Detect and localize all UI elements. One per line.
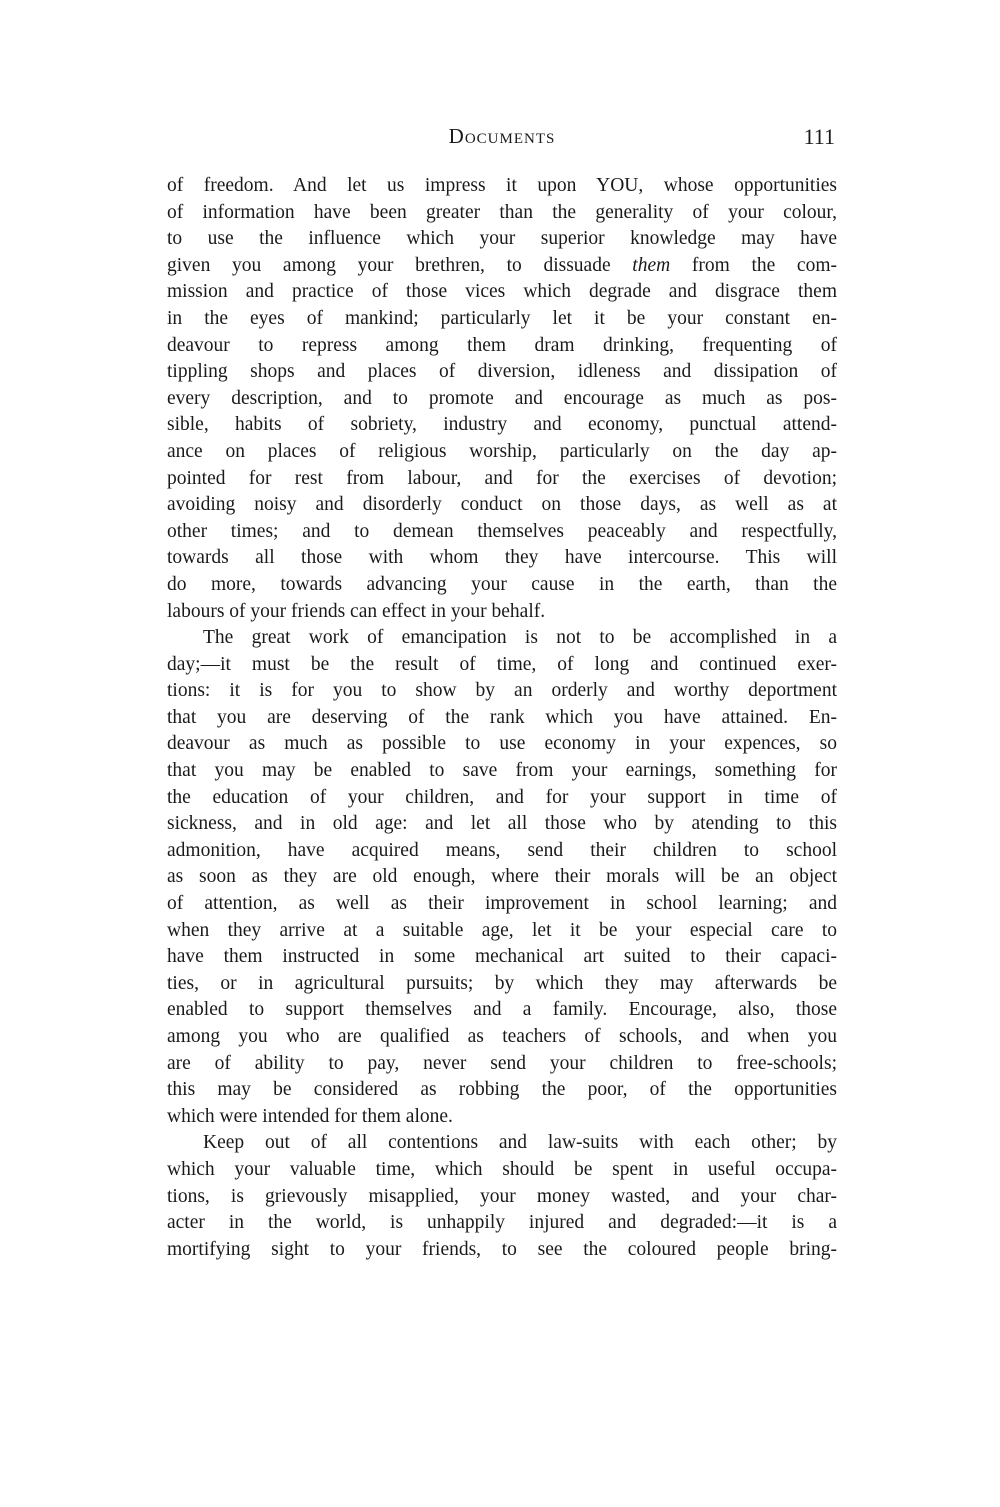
text-line [167,253,837,280]
text-line: tions, is grievously misapplied, your money wasted, and your char- [167,1185,837,1207]
text-line: to use the influence which your superior knowledge may have [167,228,837,250]
text-line: as soon as they are old enough, where their morals will be an object [167,866,837,888]
text-line: this may be considered as robbing the poor, of the opportunities [167,1079,837,1101]
text-line: labours of your friends can effect in your behalf. [167,600,546,622]
body-text [167,173,837,1263]
text-line: of information have been greater than the generality of your colour, [167,201,837,223]
text-fragment: given you among your brethren, to dissuade [167,254,633,276]
text-line: that you may be enabled to save from your earnings, something for [167,760,837,782]
text-fragment: from the com- [670,254,838,276]
text-line: tions: it is for you to show by an orderly and worthy deportment [167,680,837,702]
text-line: sible, habits of sobriety, industry and economy, punctual attend- [167,414,837,436]
text-line: which your valuable time, which should be spent in useful occupa- [167,1158,837,1180]
text-line: of freedom. And let us impress it upon YOU, whose opportunities [167,175,837,196]
text-line: when they arrive at a suitable age, let it be your especial care to [167,919,837,941]
text-line: are of ability to pay, never send your children to free-schools; [167,1052,837,1074]
text-line: which were intended for them alone. [167,1105,453,1127]
text-line: among you who are qualified as teachers of schools, and when you [167,1026,837,1047]
text-line: acter in the world, is unhappily injured and degraded:—it is a [167,1212,837,1234]
text-line: that you are deserving of the rank which you have attained. En- [167,706,837,728]
text-line: mortifying sight to your friends, to see the coloured people bring- [167,1238,837,1260]
text-line: the education of your children, and for your support in time of [167,786,837,808]
page-number: 111 [803,124,835,149]
text-line: other times; and to demean themselves peaceably and respectfully, [167,520,837,542]
text-line: do more, towards advancing your cause in the earth, than the [167,573,837,595]
text-line: towards all those with whom they have intercourse. This will [167,547,837,569]
text-line: tippling shops and places of diversion, idleness and dissipation of [167,361,837,383]
text-line: mission and practice of those vices which degrade and disgrace them [167,281,837,303]
text-line: every description, and to promote and encourage as much as pos- [167,387,837,409]
paragraph-first-line: Keep out of all contentions and law-suits with each other; by [203,1132,837,1154]
text-line: deavour to repress among them dram drinking, frequenting of [167,334,837,356]
text-line: of attention, as well as their improvement in school learning; and [167,893,837,915]
running-head [167,124,837,152]
text-line: enabled to support themselves and a family. Encourage, also, those [167,999,837,1021]
text-line: day;—it must be the result of time, of long and continued exer- [167,653,837,675]
text-line: admonition, have acquired means, send their children to school [167,839,837,861]
running-title: Documents [448,124,556,148]
text-line: sickness, and in old age: and let all those who by atending to this [167,813,837,835]
italic-emphasis: them [632,254,671,276]
text-line: have them instructed in some mechanical art suited to their capaci- [167,946,837,968]
text-line: pointed for rest from labour, and for the exercises of devotion; [167,467,837,489]
text-line: deavour as much as possible to use economy in your expences, so [167,733,837,755]
text-line: in the eyes of mankind; particularly let it be your constant en- [167,307,837,329]
text-line: ance on places of religious worship, particularly on the day ap- [167,440,837,462]
paragraph-first-line: The great work of emancipation is not to be accomplished in a [203,627,837,649]
text-line: avoiding noisy and disorderly conduct on those days, as well as at [167,494,837,516]
text-line: ties, or in agricultural pursuits; by which they may afterwards be [167,972,837,994]
